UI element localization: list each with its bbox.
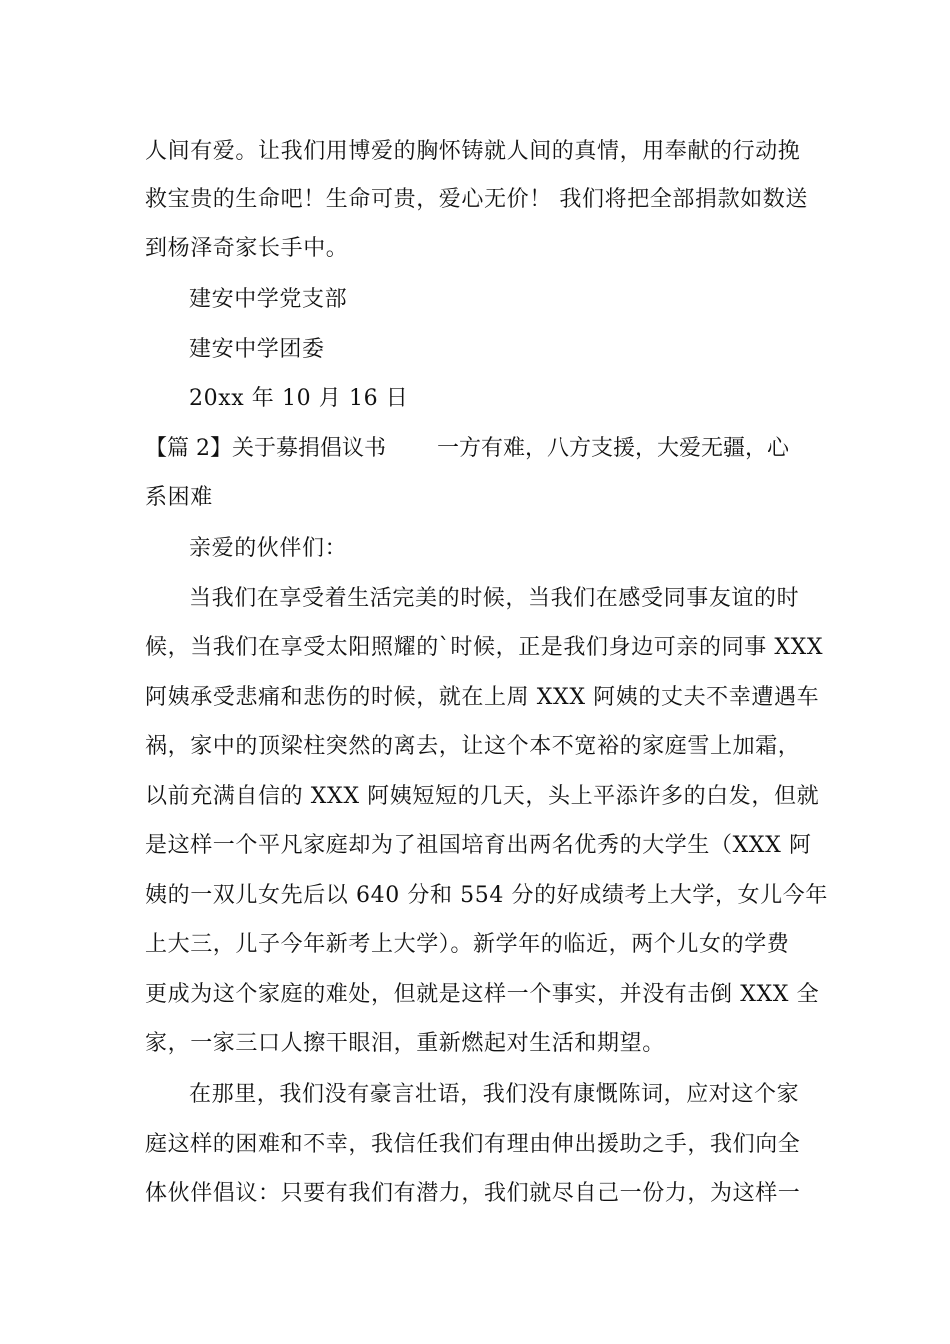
section-heading-continued: 系困难 xyxy=(145,485,213,510)
paragraph-line: 是这样一个平凡家庭却为了祖国培育出两名优秀的大学生（XXX 阿 xyxy=(145,833,812,858)
greeting: 亲爱的伙伴们： xyxy=(189,536,348,561)
signature-org: 建安中学党支部 xyxy=(189,287,348,312)
paragraph-line: 体伙伴倡议：只要有我们有潜力，我们就尽自己一份力，为这样一 xyxy=(145,1181,801,1206)
paragraph-line: 救宝贵的生命吧！生命可贵，爱心无价！ 我们将把全部捐款如数送 xyxy=(145,187,808,212)
paragraph-line: 人间有爱。让我们用博爱的胸怀铸就人间的真情，用奉献的行动挽 xyxy=(145,139,801,164)
signature-org: 建安中学团委 xyxy=(189,337,325,362)
paragraph-line: 上大三，儿子今年新考上大学）。新学年的临近，两个儿女的学费 xyxy=(145,932,790,957)
paragraph-line: 在那里，我们没有豪言壮语，我们没有康慨陈词，应对这个家 xyxy=(189,1082,800,1107)
paragraph-line: 庭这样的困难和不幸，我信任我们有理由伸出援助之手，我们向全 xyxy=(145,1132,801,1157)
paragraph-line: 候，当我们在享受太阳照耀的`时候，正是我们身边可亲的同事 XXX xyxy=(145,635,824,660)
paragraph-line: 阿姨承受悲痛和悲伤的时候，就在上周 XXX 阿姨的丈夫不幸遭遇车 xyxy=(145,685,820,710)
section-subtitle: 一方有难，八方支援，大爱无疆，心 xyxy=(437,436,790,461)
paragraph-line: 以前充满自信的 XXX 阿姨短短的几天，头上平添许多的白发，但就 xyxy=(145,784,820,809)
paragraph-line: 更成为这个家庭的难处，但就是这样一个事实，并没有击倒 XXX 全 xyxy=(145,982,820,1007)
paragraph-line: 到杨泽奇家长手中。 xyxy=(145,236,349,261)
paragraph-line: 祸，家中的顶梁柱突然的离去，让这个本不宽裕的家庭雪上加霜， xyxy=(145,734,801,759)
section-heading xyxy=(145,434,805,464)
section-title: 【篇 2】关于募捐倡议书 xyxy=(145,436,386,461)
paragraph-line: 家，一家三口人擦干眼泪，重新燃起对生活和期望。 xyxy=(145,1031,665,1056)
paragraph-line: 姨的一双儿女先后以 640 分和 554 分的好成绩考上大学，女儿今年 xyxy=(145,883,828,908)
signature-date: 20xx 年 10 月 16 日 xyxy=(189,386,409,411)
paragraph-line: 当我们在享受着生活完美的时候，当我们在感受同事友谊的时 xyxy=(189,586,800,611)
